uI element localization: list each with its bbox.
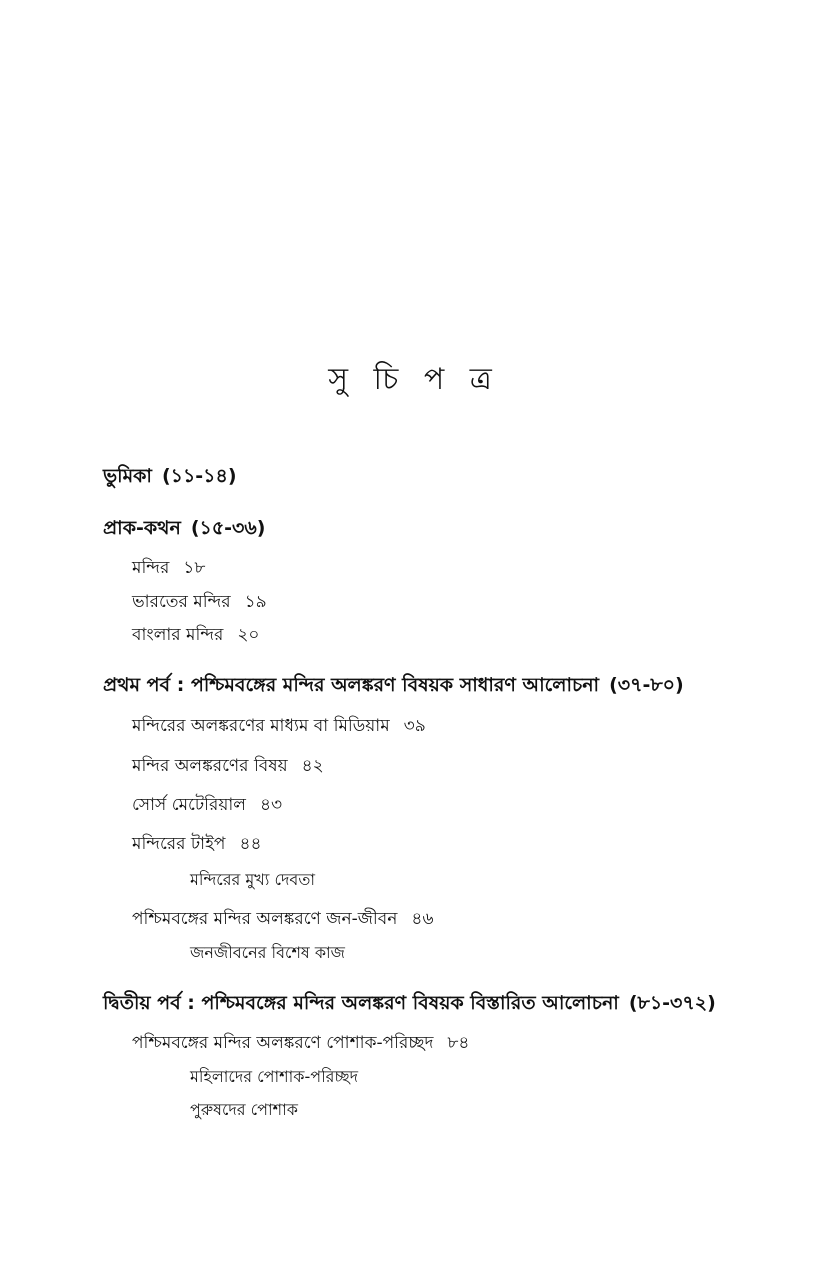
toc-label: মন্দির — [132, 558, 170, 578]
toc-label: মন্দিরের টাইপ — [132, 834, 226, 854]
toc-entry-banglar-mandir — [132, 621, 259, 649]
toc-pages: (৮১-৩৭২) — [628, 992, 716, 1014]
toc-pages: (১১-১৪) — [161, 465, 237, 487]
toc-entry-mahila-poshak — [190, 1063, 358, 1091]
toc-entry-media — [132, 712, 426, 740]
toc-entry-mandir — [132, 554, 205, 582]
toc-label: পশ্চিমবঙ্গের মন্দির অলঙ্করণে পোশাক-পরিচ্ছদ — [132, 1033, 434, 1053]
toc-label: মন্দিরের অলঙ্করণের মাধ্যম বা মিডিয়াম — [132, 716, 390, 736]
toc-label: ভুমিকা — [103, 465, 152, 487]
toc-label: জনজীবনের বিশেষ কাজ — [190, 943, 345, 962]
toc-label: প্রাক-কথন — [103, 517, 181, 539]
toc-entry-part-one — [103, 671, 684, 699]
toc-pages: ৩৯ — [403, 716, 426, 736]
toc-label: বাংলার মন্দির — [132, 625, 224, 645]
toc-entry-source-material — [132, 791, 282, 819]
toc-label: পশ্চিমবঙ্গের মন্দির অলঙ্করণে জন-জীবন — [132, 909, 398, 929]
toc-pages: ৮৪ — [447, 1033, 470, 1053]
toc-pages: ৪৬ — [411, 909, 434, 929]
toc-label: মন্দির অলঙ্করণের বিষয় — [132, 756, 288, 776]
toc-pages: ২০ — [237, 625, 260, 645]
page-title: সু চি প ত্র — [328, 362, 500, 397]
toc-label: মহিলাদের পোশাক-পরিচ্ছদ — [190, 1067, 359, 1086]
toc-label: ভারতের মন্দির — [132, 592, 231, 612]
toc-entry-jan-jiban — [132, 905, 434, 933]
toc-entry-bhumika — [103, 462, 237, 490]
toc-pages: ১৯ — [244, 592, 267, 612]
toc-pages: (৩৭-৮০) — [609, 674, 684, 696]
toc-entry-purush-poshak — [190, 1096, 298, 1124]
toc-entry-bishesh-kaj — [190, 939, 345, 967]
toc-label: প্রথম পর্ব : পশ্চিমবঙ্গের মন্দির অলঙ্করণ বিষয়ক সাধারণ আলোচনা — [103, 674, 600, 696]
toc-pages: ৪২ — [301, 756, 324, 776]
toc-entry-bharater-mandir — [132, 588, 267, 616]
toc-entry-mukhya-debata — [190, 866, 315, 894]
toc-entry-part-two — [103, 989, 716, 1017]
toc-pages: ৪৩ — [259, 795, 283, 815]
toc-entry-type — [132, 830, 262, 858]
toc-label: মন্দিরের মুখ্য দেবতা — [190, 870, 315, 889]
toc-pages: ৪৪ — [239, 834, 262, 854]
toc-pages: (১৫-৩৬) — [190, 517, 266, 539]
toc-entry-poshak — [132, 1029, 469, 1057]
toc-label: দ্বিতীয় পর্ব : পশ্চিমবঙ্গের মন্দির অলঙ্করণ বিষয়ক বিস্তারিত আলোচনা — [103, 992, 619, 1014]
toc-entry-prak-kathan — [103, 514, 265, 542]
toc-label: সোর্স মেটেরিয়াল — [132, 795, 246, 815]
toc-entry-bishay — [132, 752, 324, 780]
toc-pages: ১৮ — [183, 558, 206, 578]
toc-label: পুরুষদের পোশাক — [190, 1100, 298, 1119]
